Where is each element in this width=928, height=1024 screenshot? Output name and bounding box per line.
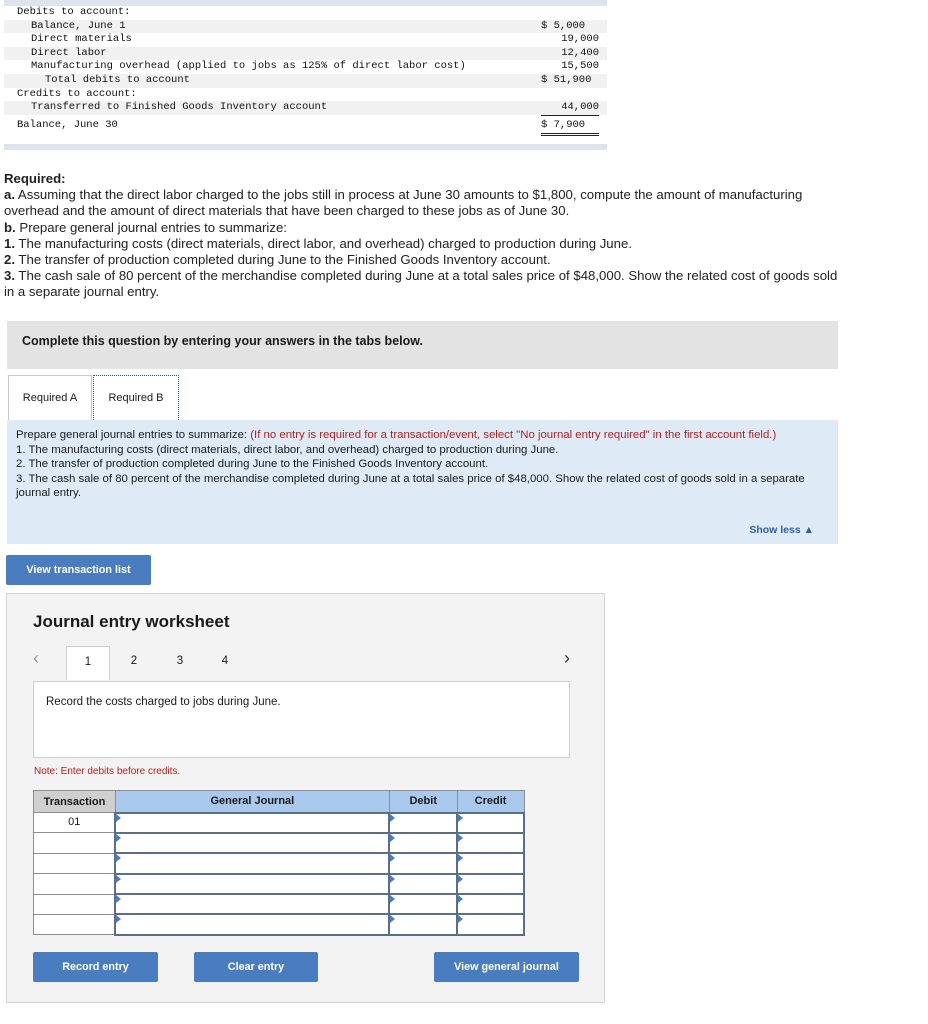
worksheet-note: Note: Enter debits before credits.: [34, 766, 181, 777]
required-b: b. Prepare general journal entries to summarize:: [4, 219, 287, 235]
transaction-cell: [34, 833, 116, 853]
worksheet-page-4[interactable]: 4: [221, 655, 229, 667]
worksheet-prompt-box: [33, 681, 570, 758]
transaction-cell: [34, 914, 116, 934]
ledger-row: [4, 33, 607, 47]
worksheet-prompt: Record the costs charged to jobs during June.: [46, 696, 281, 708]
ledger-row-label: Manufacturing overhead (applied to jobs as 125% of direct labor cost): [31, 60, 466, 73]
account-field[interactable]: [115, 833, 389, 853]
debit-field[interactable]: [389, 853, 457, 873]
worksheet-page-2[interactable]: 2: [130, 655, 138, 667]
account-ledger: [4, 0, 607, 150]
ledger-credit-row: [4, 101, 607, 115]
instructions-line-3: 3. The cash sale of 80 percent of the merchandise completed during June at a total sales price of $48,000. Show the related cost of goods sold in a separate journal entry.: [16, 472, 805, 500]
view-transaction-list-button[interactable]: View transaction list: [6, 555, 151, 585]
account-field[interactable]: [115, 874, 389, 894]
debit-field[interactable]: [389, 874, 457, 894]
ledger-row-amount: $ 5,000: [541, 19, 586, 32]
journal-table-header: [34, 791, 525, 813]
required-heading: Required:: [4, 171, 66, 186]
journal-entry-worksheet: [6, 593, 605, 1003]
ledger-credits-heading-row: [4, 88, 607, 102]
debit-field[interactable]: [389, 914, 457, 934]
instructions-red-note: (If no entry is required for a transaction/event, select "No journal entry required" in the first account field.): [250, 429, 777, 441]
ledger-row-amount: 12,400: [561, 46, 599, 59]
ledger-bottom-border: [4, 144, 607, 150]
ledger-row-label: Direct labor: [31, 46, 107, 59]
worksheet-title: Journal entry worksheet: [33, 612, 230, 631]
account-field[interactable]: [115, 813, 389, 833]
ledger-row-amount: 15,500: [541, 60, 599, 75]
ledger-credit-amount: 44,000: [541, 101, 599, 116]
worksheet-page-3[interactable]: 3: [176, 655, 184, 667]
ledger-row-label: Direct materials: [31, 33, 132, 46]
required-item-2: 2. The transfer of production completed during June to the Finished Goods Inventory account.: [4, 252, 551, 268]
ledger-row-label: Balance, June 1: [31, 19, 126, 32]
col-general-journal: General Journal: [115, 791, 389, 813]
ledger-row: [4, 60, 607, 74]
instructions-lead: Prepare general journal entries to summarize: (If no entry is required for a transaction/event, select "No journal entry required" in the first account field.): [16, 429, 777, 441]
required-item-1: 1. The manufacturing costs (direct materials, direct labor, and overhead) charged to production during June.: [4, 235, 632, 251]
ledger-row-amount: 19,000: [561, 33, 599, 46]
transaction-cell: [34, 894, 116, 914]
credit-field[interactable]: [457, 894, 524, 914]
journal-row: [34, 894, 525, 914]
instructions-line-2: 2. The transfer of production completed during June to the Finished Goods Inventory account.: [16, 458, 489, 471]
instructions-line-1: 1. The manufacturing costs (direct materials, direct labor, and overhead) charged to production during June.: [16, 443, 559, 456]
debit-field[interactable]: [389, 894, 457, 914]
col-debit: Debit: [389, 791, 457, 813]
credit-field[interactable]: [457, 853, 524, 873]
debit-field[interactable]: [389, 813, 457, 833]
view-general-journal-button[interactable]: View general journal: [434, 952, 579, 982]
ledger-credit-label: Transferred to Finished Goods Inventory account: [31, 101, 328, 114]
banner-text: Complete this question by entering your answers in the tabs below.: [22, 334, 423, 348]
show-less-link[interactable]: Show less ▲: [749, 524, 814, 536]
chevron-left-icon[interactable]: ‹: [33, 648, 39, 668]
transaction-cell: 01: [34, 813, 116, 833]
tab-required-a[interactable]: Required A: [8, 375, 92, 420]
ledger-balance-row: [4, 119, 607, 133]
ledger-debits-heading: Debits to account:: [17, 6, 131, 18]
col-transaction: Transaction: [34, 791, 116, 813]
ledger-total-amount: $ 51,900: [541, 74, 592, 86]
ledger-row: [4, 20, 607, 34]
journal-row: [34, 914, 525, 934]
complete-question-banner: [7, 321, 838, 369]
credit-field[interactable]: [457, 874, 524, 894]
transaction-cell: [34, 874, 116, 894]
record-entry-button[interactable]: Record entry: [33, 952, 158, 982]
ledger-row: [4, 47, 607, 61]
credit-field[interactable]: [457, 833, 524, 853]
journal-table: [33, 790, 525, 936]
ledger-total-row: [4, 74, 607, 88]
credit-field[interactable]: [457, 813, 524, 833]
col-credit: Credit: [457, 791, 524, 813]
account-field[interactable]: [115, 914, 389, 934]
transaction-cell: [34, 853, 116, 873]
ledger-credits-heading: Credits to account:: [17, 87, 137, 100]
journal-row: [34, 813, 525, 833]
ledger-total-label: Total debits to account: [45, 74, 190, 86]
ledger-balance-label: Balance, June 30: [17, 119, 118, 131]
journal-row: [34, 833, 525, 853]
worksheet-page-1[interactable]: 1: [66, 646, 110, 680]
required-a: a. Assuming that the direct labor charged to the jobs still in process at June 30 amounts to $1,800, compute the amount of manufacturing overhead and the amount of direct materials that have been charged to these jobs as of June 30.: [4, 187, 803, 219]
credit-field[interactable]: [457, 914, 524, 934]
tab-required-b[interactable]: Required B: [93, 375, 179, 420]
account-field[interactable]: [115, 853, 389, 873]
required-item-3: 3. The cash sale of 80 percent of the merchandise completed during June at a total sales price of $48,000. Show the related cost of goods sold in a separate journal entry.: [4, 268, 838, 300]
clear-entry-button[interactable]: Clear entry: [194, 952, 318, 982]
instructions-panel: [7, 420, 838, 544]
chevron-right-icon[interactable]: ›: [564, 648, 570, 668]
required-section: [4, 171, 849, 301]
journal-row: [34, 853, 525, 873]
journal-row: [34, 874, 525, 894]
ledger-debits-heading-row: [4, 6, 607, 20]
debit-field[interactable]: [389, 833, 457, 853]
ledger-balance-amount: $ 7,900: [541, 119, 599, 136]
account-field[interactable]: [115, 894, 389, 914]
